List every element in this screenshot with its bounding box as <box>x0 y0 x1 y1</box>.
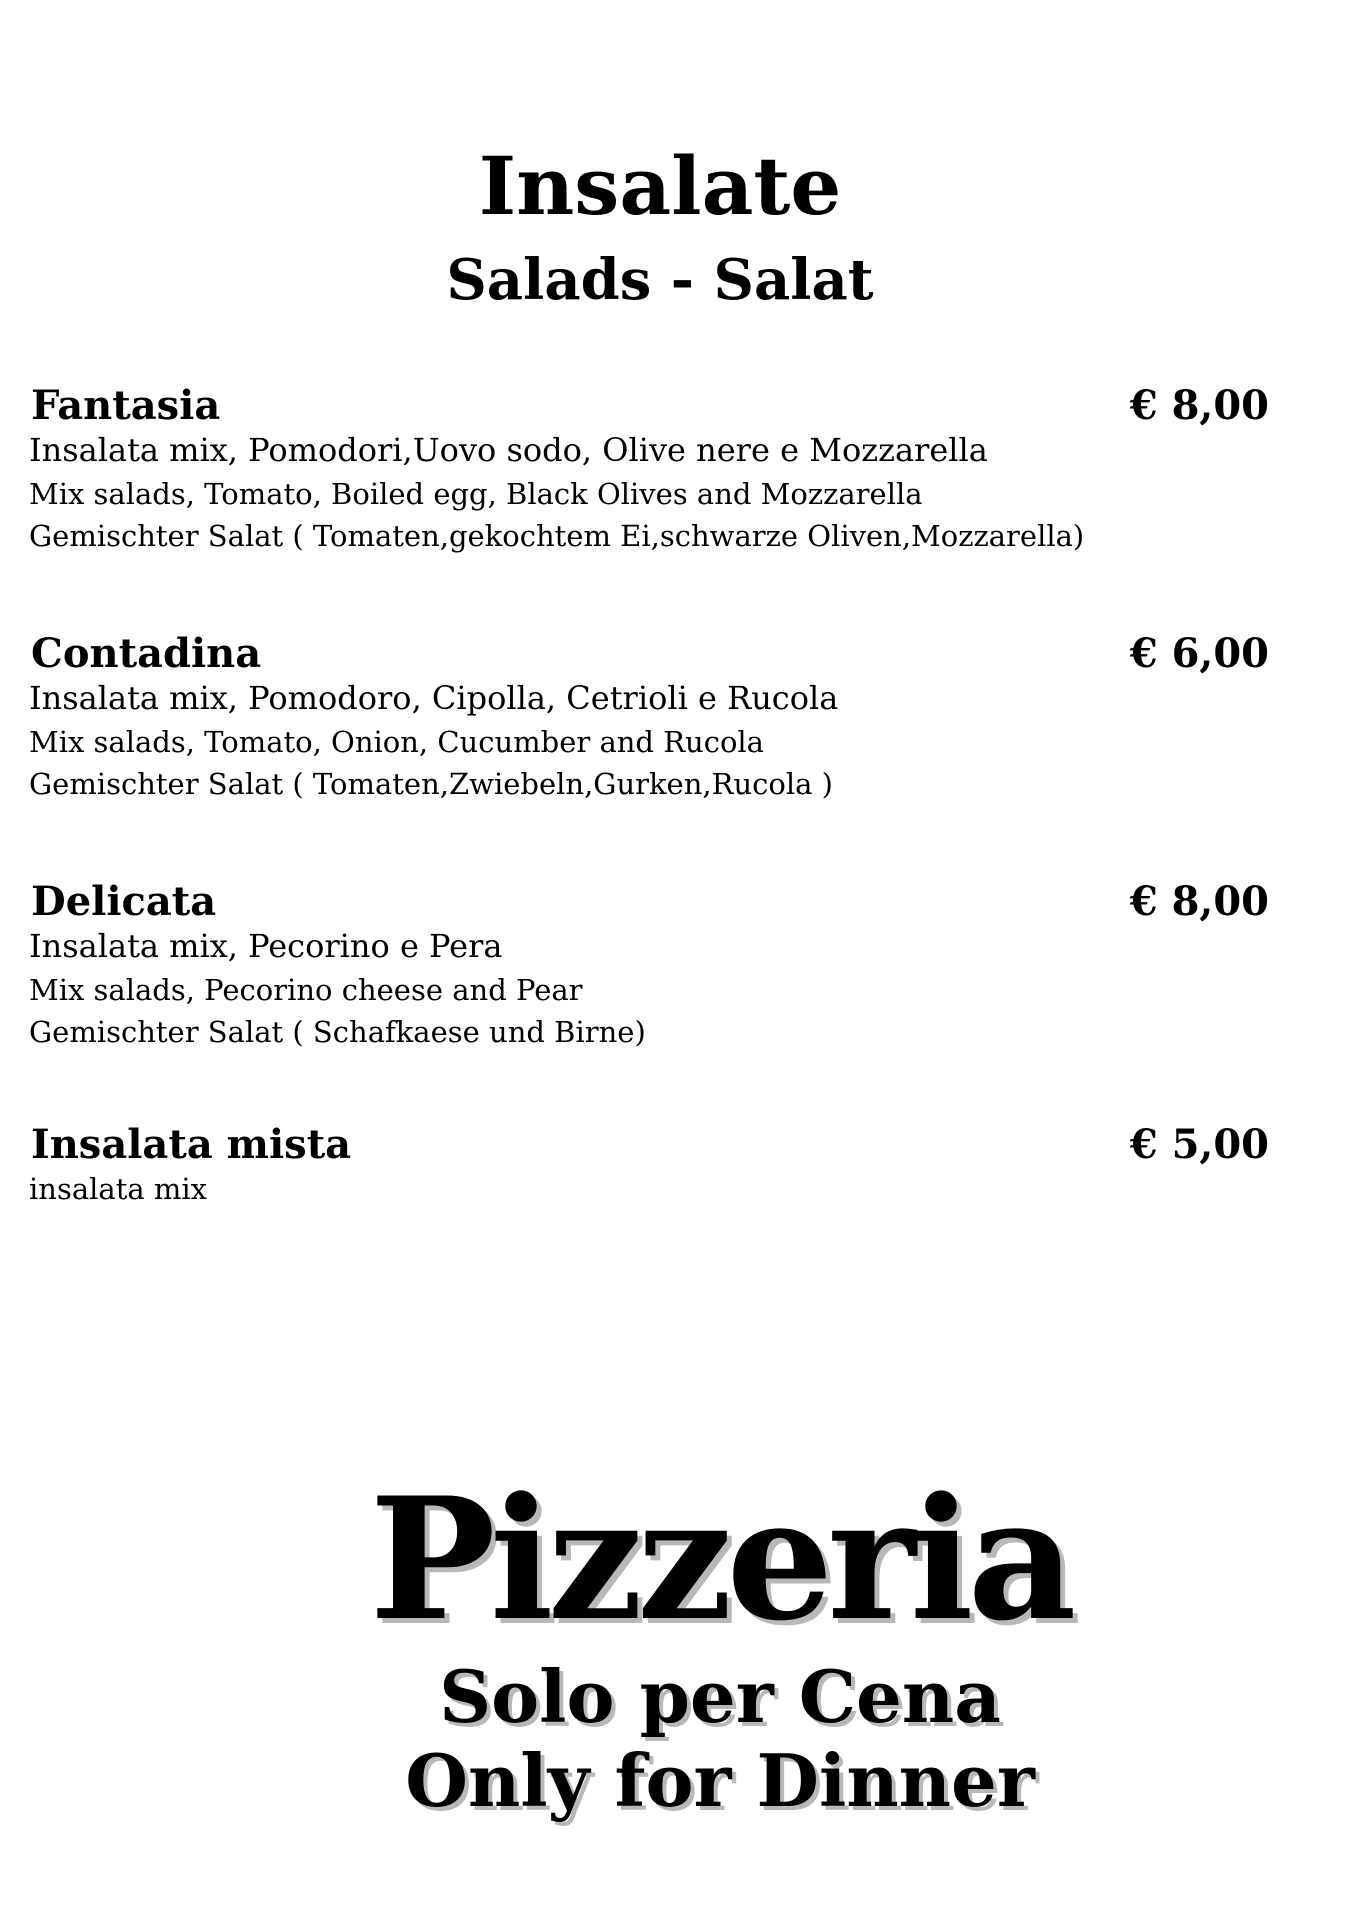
item-price: € 5,00 <box>1129 1121 1269 1168</box>
item-description-italian: Insalata mix, Pomodoro, Cipolla, Cetrioli e Rucola <box>29 679 839 717</box>
item-description-italian: Insalata mix, Pecorino e Pera <box>29 927 503 965</box>
item-price: € 8,00 <box>1129 878 1269 925</box>
pizzeria-promo <box>0 1460 1357 1823</box>
pizzeria-title: Pizzeria <box>369 1460 1071 1658</box>
item-description-italian: Insalata mix, Pomodori,Uovo sodo, Olive nere e Mozzarella <box>29 431 988 469</box>
promo-line-italian: Solo per Cena <box>439 1654 1001 1739</box>
promo-line-english: Only for Dinner <box>405 1738 1035 1823</box>
item-price: € 8,00 <box>1129 382 1269 429</box>
item-name: Fantasia <box>31 382 221 429</box>
page-subtitle: Salads - Salat <box>446 247 874 313</box>
item-name: Insalata mista <box>31 1121 352 1168</box>
item-name: Contadina <box>31 630 262 677</box>
item-description-german: Gemischter Salat ( Schafkaese und Birne) <box>29 1015 646 1049</box>
item-description-english: Mix salads, Pecorino cheese and Pear <box>29 973 583 1007</box>
item-description-italian: insalata mix <box>29 1172 207 1206</box>
item-description-german: Gemischter Salat ( Tomaten,Zwiebeln,Gurken,Rucola ) <box>29 767 833 801</box>
item-name: Delicata <box>31 878 217 925</box>
item-price: € 6,00 <box>1129 630 1269 677</box>
menu-header <box>0 139 1320 313</box>
item-description-english: Mix salads, Tomato, Boiled egg, Black Olives and Mozzarella <box>29 477 923 511</box>
page-title: Insalate <box>478 139 842 233</box>
item-description-english: Mix salads, Tomato, Onion, Cucumber and Rucola <box>29 725 764 759</box>
item-description-german: Gemischter Salat ( Tomaten,gekochtem Ei,schwarze Oliven,Mozzarella) <box>29 519 1085 553</box>
